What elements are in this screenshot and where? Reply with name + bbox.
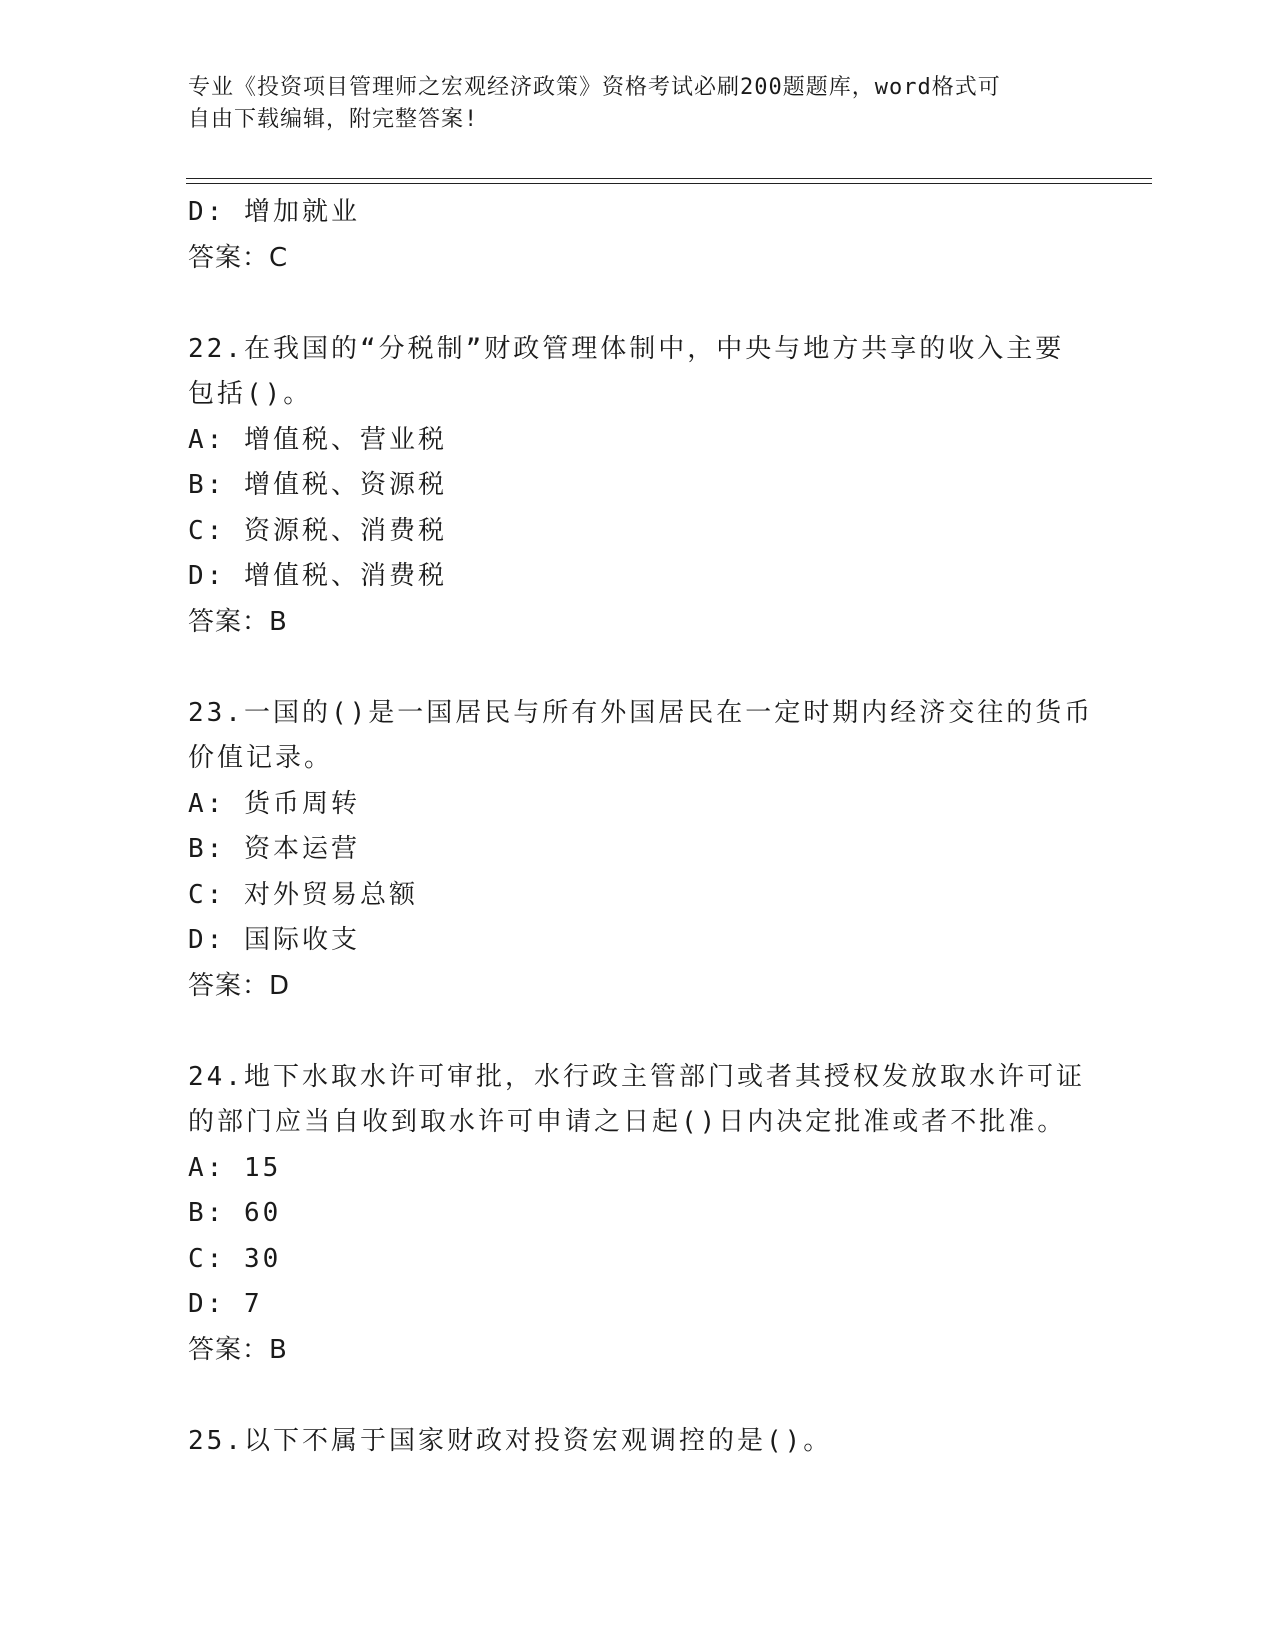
prev-answer: 答案：C (188, 242, 289, 273)
question-text-line-1: 22.在我国的“分税制”财政管理体制中，中央与地方共享的收入主要 (188, 333, 1065, 364)
question-content (188, 190, 1094, 1464)
option-c: C: 资源税、消费税 (188, 515, 447, 546)
spacer (188, 645, 1088, 691)
spacer (188, 281, 1088, 327)
question-text-line-2: 的部门应当自收到取水许可申请之日起()日内决定批准或者不批准。 (188, 1107, 1067, 1137)
spacer (188, 1009, 1088, 1055)
question-text-line-2: 包括()。 (188, 379, 313, 409)
question-text-line-1: 24.地下水取水许可审批，水行政主管部门或者其授权发放取水许可证 (188, 1061, 1085, 1092)
answer: 答案：B (188, 1334, 288, 1365)
question-text-line-2: 价值记录。 (188, 743, 334, 773)
option-b: B: 60 (188, 1198, 282, 1228)
question-22 (188, 327, 1088, 646)
answer: 答案：B (188, 606, 288, 637)
spacer (188, 1373, 1088, 1419)
question-24 (188, 1055, 1088, 1374)
option-a: A: 货币周转 (188, 788, 360, 819)
option-c: C: 30 (188, 1243, 282, 1274)
header-line-2: 自由下载编辑，附完整答案! (188, 107, 479, 132)
option-a: A: 增值税、营业税 (188, 424, 447, 455)
question-25 (188, 1419, 1088, 1465)
option-d: D: 增值税、消费税 (188, 561, 447, 591)
question-23 (188, 691, 1094, 1010)
header-line-1: 专业《投资项目管理师之宏观经济政策》资格考试必刷200题题库，word格式可 (188, 75, 1001, 100)
header-rule-bottom (186, 183, 1152, 184)
question-text-line-1: 23.一国的()是一国居民与所有外国居民在一定时期内经济交往的货币 (188, 697, 1094, 728)
option-b: B: 增值税、资源税 (188, 470, 447, 500)
option-c: C: 对外贸易总额 (188, 879, 418, 910)
option-a: A: 15 (188, 1152, 282, 1183)
option-d: D: 国际收支 (188, 925, 360, 955)
document-header (188, 72, 1088, 136)
option-b: B: 资本运营 (188, 834, 360, 864)
question-text-line-1: 25.以下不属于国家财政对投资宏观调控的是()。 (188, 1425, 833, 1456)
option-d: D: 7 (188, 1289, 263, 1319)
answer: 答案：D (188, 970, 291, 1001)
prev-option-d: D: 增加就业 (188, 197, 360, 227)
header-rule-top (186, 178, 1152, 179)
